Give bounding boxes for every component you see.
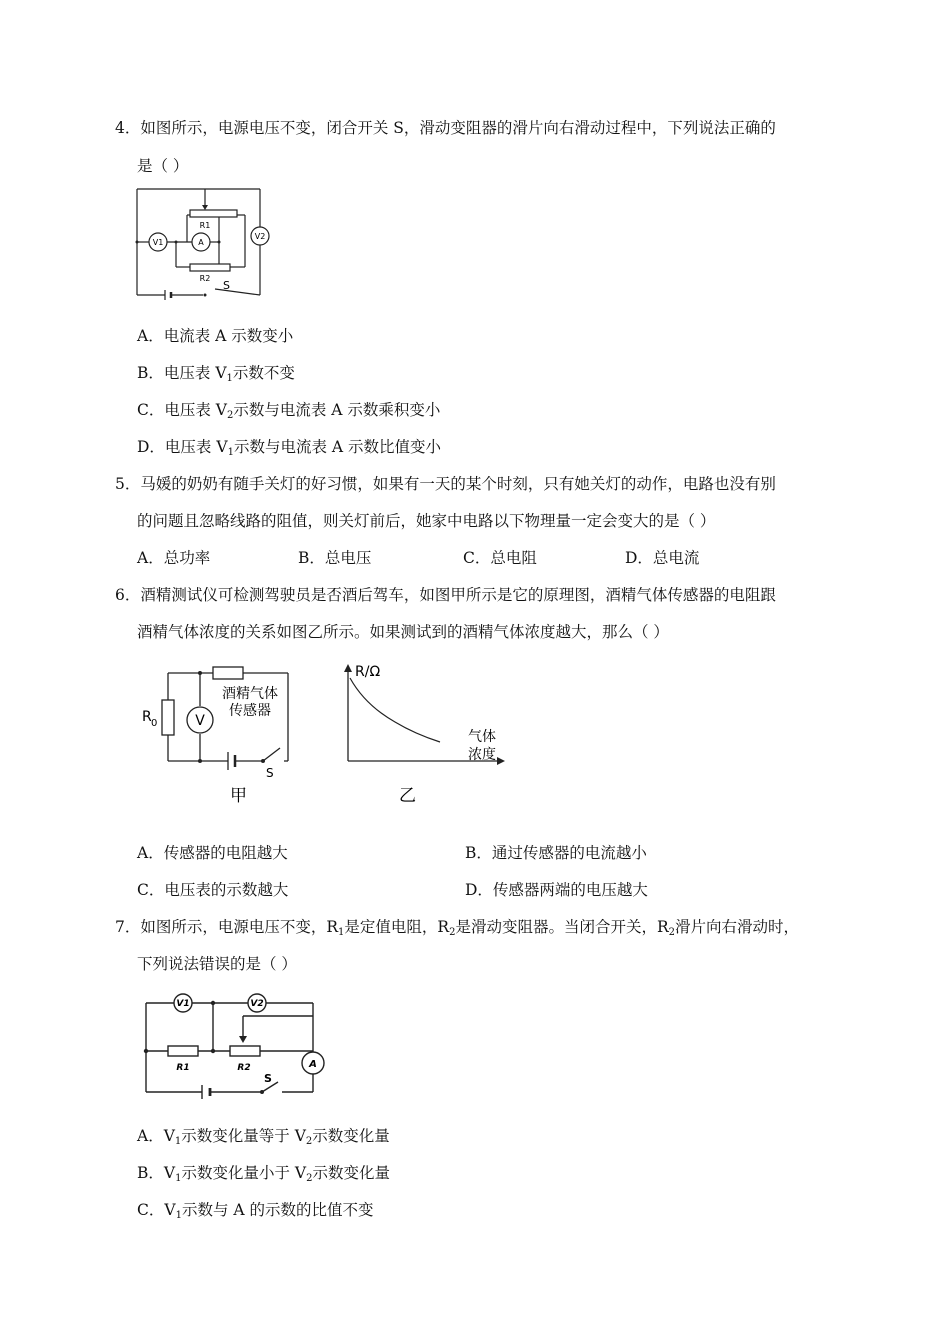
- svg-text:乙: 乙: [399, 786, 416, 806]
- q5-option-d[interactable]: D．总电流: [625, 549, 700, 567]
- svg-text:0: 0: [151, 718, 158, 729]
- q6-option-d[interactable]: D．传感器两端的电压越大: [465, 881, 648, 899]
- svg-text:浓度: 浓度: [468, 747, 496, 763]
- svg-text:R: R: [142, 709, 152, 725]
- svg-text:S: S: [264, 1072, 272, 1085]
- svg-text:V2: V2: [254, 232, 266, 241]
- svg-text:气体: 气体: [468, 729, 496, 745]
- q4-option-a[interactable]: A．电流表 A 示数变小: [137, 327, 294, 345]
- q6-option-b[interactable]: B．通过传感器的电流越小: [465, 844, 647, 862]
- q7-option-a[interactable]: A．$V_1$示数变化量等于 $V_2$示数变化量: [137, 1127, 390, 1147]
- q7-stem-line1: 7．如图所示，电源电压不变，$R_1$是定值电阻，$R_2$是滑动变阻器。当闭合开关，$R_2$滑片向右滑动时，: [115, 918, 800, 938]
- svg-text:A: A: [198, 238, 204, 247]
- q5-option-b[interactable]: B．总电压: [298, 549, 372, 567]
- svg-text:甲: 甲: [230, 786, 247, 806]
- svg-text:S: S: [266, 766, 274, 780]
- svg-text:R2: R2: [237, 1063, 251, 1073]
- svg-text:V1: V1: [152, 238, 164, 247]
- q4-stem-line1: 4．如图所示，电源电压不变，闭合开关 S，滑动变阻器的滑片向右滑动过程中，下列说法正确的: [115, 119, 776, 137]
- q5-option-a[interactable]: A．总功率: [137, 549, 211, 567]
- q4-option-d[interactable]: D．电压表 $V_1$示数与电流表 A 示数比值变小: [137, 438, 441, 458]
- q4-circuit-diagram: [135, 185, 275, 300]
- svg-text:V1: V1: [176, 999, 190, 1009]
- svg-text:R1: R1: [176, 1063, 190, 1073]
- q5-stem-line2: 的问题且忽略线路的阻值，则关灯前后，她家中电路以下物理量一定会变大的是（ ）: [137, 512, 716, 530]
- svg-text:R2: R2: [199, 274, 211, 283]
- q6-option-c[interactable]: C．电压表的示数越大: [137, 881, 289, 899]
- q7-option-c[interactable]: C．$V_1$示数与 A 的示数的比值不变: [137, 1201, 374, 1221]
- q6-circuit-diagram-jia: [138, 660, 308, 810]
- svg-text:传感器: 传感器: [229, 703, 271, 719]
- svg-text:V: V: [195, 713, 205, 729]
- svg-text:R/Ω: R/Ω: [355, 664, 381, 680]
- svg-text:V2: V2: [250, 999, 264, 1009]
- q7-circuit-diagram: [140, 990, 325, 1100]
- svg-text:酒精气体: 酒精气体: [222, 686, 278, 702]
- q6-stem-line2: 酒精气体浓度的关系如图乙所示。如果测试到的酒精气体浓度越大，那么（ ）: [137, 623, 669, 641]
- svg-text:A: A: [309, 1059, 317, 1070]
- q6-resistance-graph-yi: [335, 660, 510, 810]
- q6-stem-line1: 6．酒精测试仪可检测驾驶员是否酒后驾车，如图甲所示是它的原理图，酒精气体传感器的电阻跟: [115, 586, 776, 604]
- q5-stem-line1: 5．马媛的奶奶有随手关灯的好习惯，如果有一天的某个时刻，只有她关灯的动作，电路也没有别: [115, 475, 776, 493]
- q6-option-a[interactable]: A．传感器的电阻越大: [137, 844, 288, 862]
- q5-option-c[interactable]: C．总电阻: [463, 549, 537, 567]
- q7-option-b[interactable]: B．$V_1$示数变化量小于 $V_2$示数变化量: [137, 1164, 390, 1184]
- q4-stem-line2: 是（ ）: [137, 157, 189, 175]
- q4-option-b[interactable]: B．电压表 $V_1$示数不变: [137, 364, 295, 384]
- q7-stem-line2: 下列说法错误的是（ ）: [137, 955, 297, 973]
- q4-option-c[interactable]: C．电压表 $V_2$示数与电流表 A 示数乘积变小: [137, 401, 441, 421]
- svg-text:S: S: [223, 279, 230, 292]
- svg-text:R1: R1: [199, 221, 211, 230]
